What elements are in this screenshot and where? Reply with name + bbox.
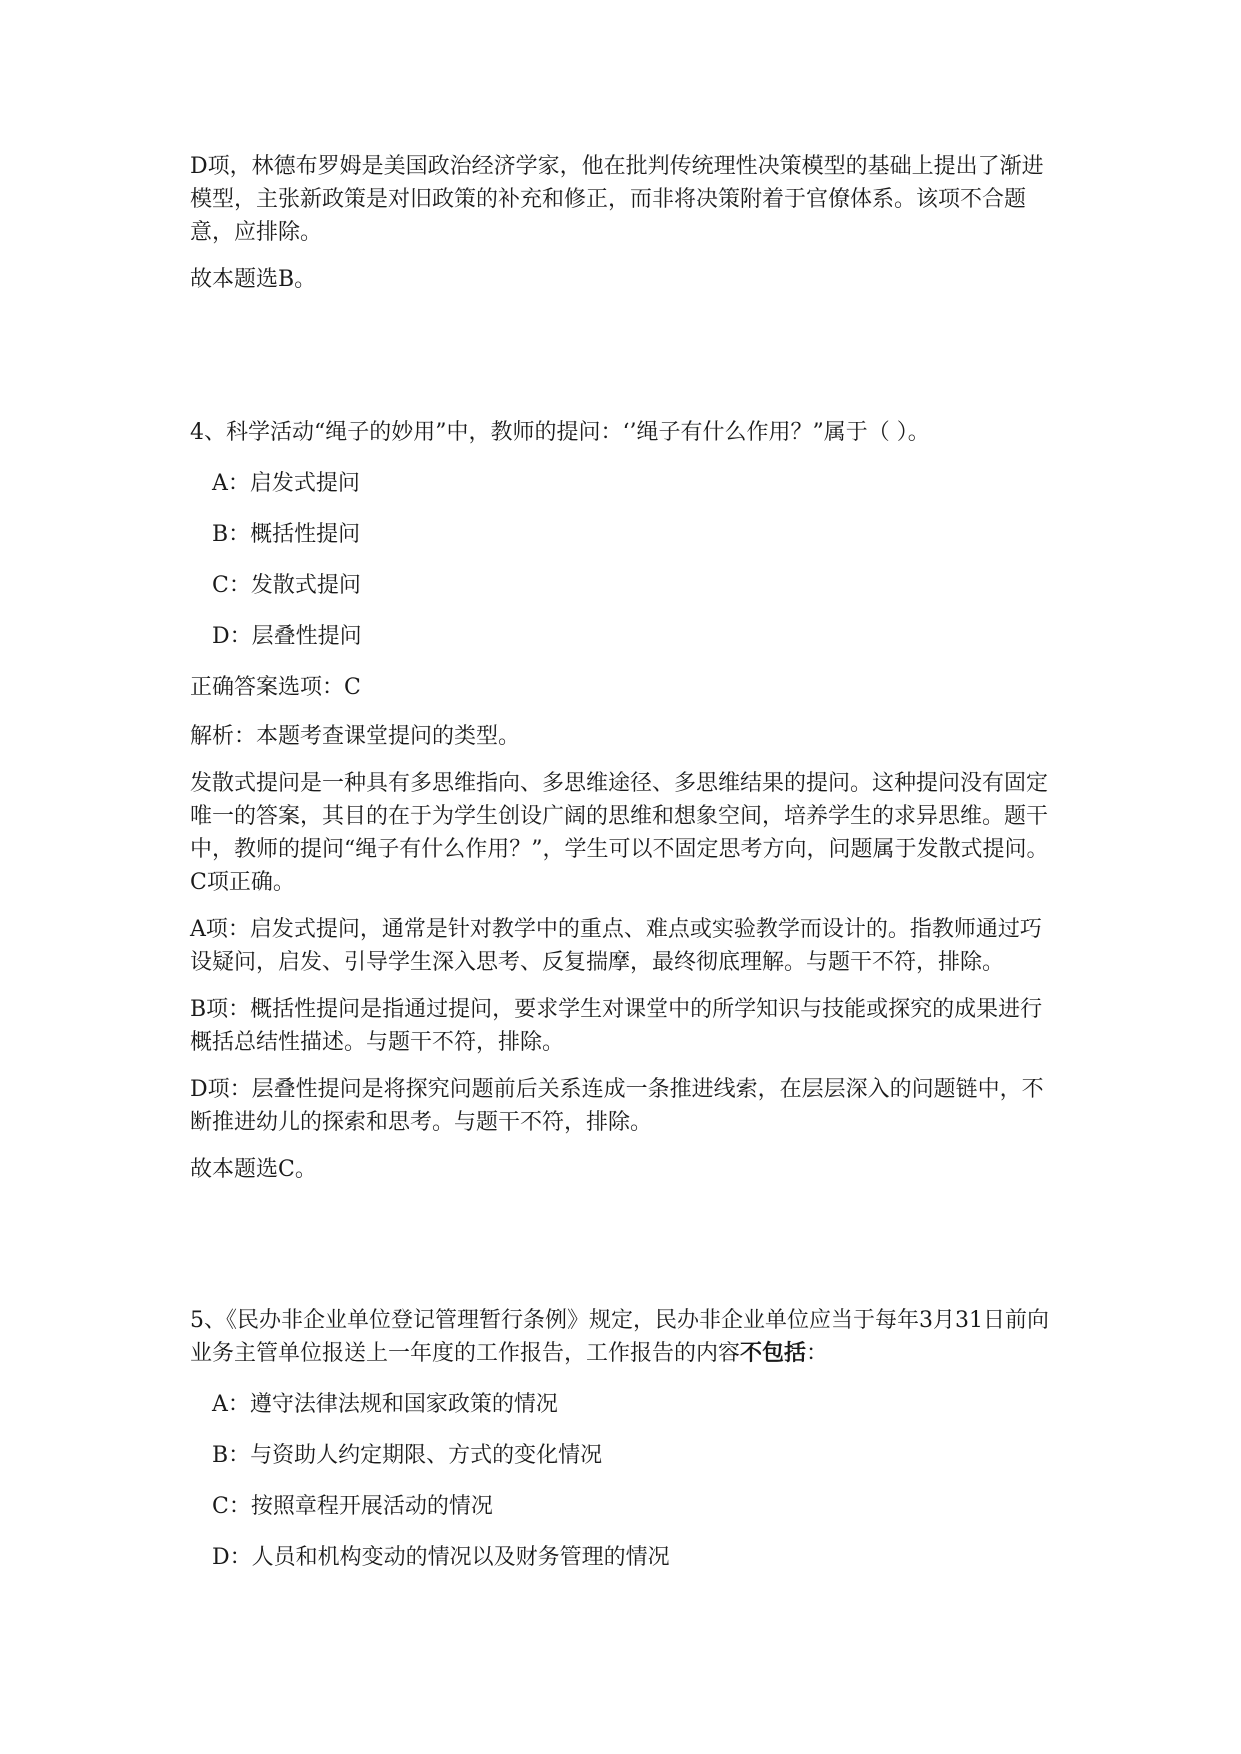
q5-stem-suffix: ： <box>806 1341 829 1366</box>
option-label: D： <box>212 1545 252 1570</box>
q5-stem-emphasis: 不包括 <box>740 1340 807 1366</box>
option-label: C： <box>212 573 251 598</box>
spacer <box>190 296 1060 416</box>
option-text: 概括性提问 <box>250 522 361 547</box>
document-page <box>190 150 1060 1592</box>
spacer <box>190 1186 1060 1304</box>
q5-stem-prefix: 5、《民办非企业单位登记管理暂行条例》规定，民办非企业单位应当于每年3月31日前向业务主管单位报送上一年度的工作报告，工作报告的内容 <box>190 1308 1049 1366</box>
q4-option-c <box>212 569 1060 602</box>
option-label: C： <box>212 1494 251 1519</box>
option-label: D： <box>212 624 252 649</box>
q4-option-a <box>212 467 1060 500</box>
q4-analysis-d: D项：层叠性提问是将探究问题前后关系连成一条推进线索，在层层深入的问题链中，不断推进幼儿的探索和思考。与题干不符，排除。 <box>190 1077 1044 1135</box>
q5-option-b <box>212 1439 1060 1472</box>
q5-option-c <box>212 1490 1060 1523</box>
option-label: A： <box>212 1392 250 1417</box>
q4-analysis-a: A项：启发式提问，通常是针对教学中的重点、难点或实验教学而设计的。指教师通过巧设疑问，启发、引导学生深入思考、反复揣摩，最终彻底理解。与题干不符，排除。 <box>190 917 1042 975</box>
q4-stem: 4、科学活动“绳子的妙用”中，教师的提问：‘’绳子有什么作用？”属于（ ）。 <box>190 420 930 445</box>
q4-option-b <box>212 518 1060 551</box>
q5-stem <box>190 1304 1060 1370</box>
option-text: 人员和机构变动的情况以及财务管理的情况 <box>251 1545 670 1570</box>
q4-answer: 正确答案选项：C <box>190 675 361 700</box>
prev-analysis-d: D项，林德布罗姆是美国政治经济学家，他在批判传统理性决策模型的基础上提出了渐进模型，主张新政策是对旧政策的补充和修正，而非将决策附着于官僚体系。该项不合题意，应排除。 <box>190 154 1044 245</box>
prev-conclusion: 故本题选B。 <box>190 267 317 292</box>
option-label: B： <box>212 522 251 547</box>
option-text: 发散式提问 <box>250 573 361 598</box>
option-text: 与资助人约定期限、方式的变化情况 <box>250 1443 603 1468</box>
q5-option-d <box>212 1541 1060 1574</box>
q4-analysis-intro: 解析：本题考查课堂提问的类型。 <box>190 724 521 749</box>
option-text: 按照章程开展活动的情况 <box>250 1494 493 1519</box>
option-text: 启发式提问 <box>249 471 360 496</box>
q4-analysis-main: 发散式提问是一种具有多思维指向、多思维途径、多思维结果的提问。这种提问没有固定唯一的答案，其目的在于为学生创设广阔的思维和想象空间，培养学生的求异思维。题干中，教师的提问“绳子有什么作用？”，学生可以不固定思考方向，问题属于发散式提问。C项正确。 <box>190 771 1049 895</box>
q4-conclusion: 故本题选C。 <box>190 1157 317 1182</box>
option-text: 遵守法律法规和国家政策的情况 <box>249 1392 558 1417</box>
q5-option-a <box>212 1388 1060 1421</box>
option-label: B： <box>212 1443 251 1468</box>
option-text: 层叠性提问 <box>251 624 362 649</box>
q4-analysis-b: B项：概括性提问是指通过提问，要求学生对课堂中的所学知识与技能或探究的成果进行概括总结性描述。与题干不符，排除。 <box>190 997 1043 1055</box>
q4-option-d <box>212 620 1060 653</box>
option-label: A： <box>212 471 250 496</box>
